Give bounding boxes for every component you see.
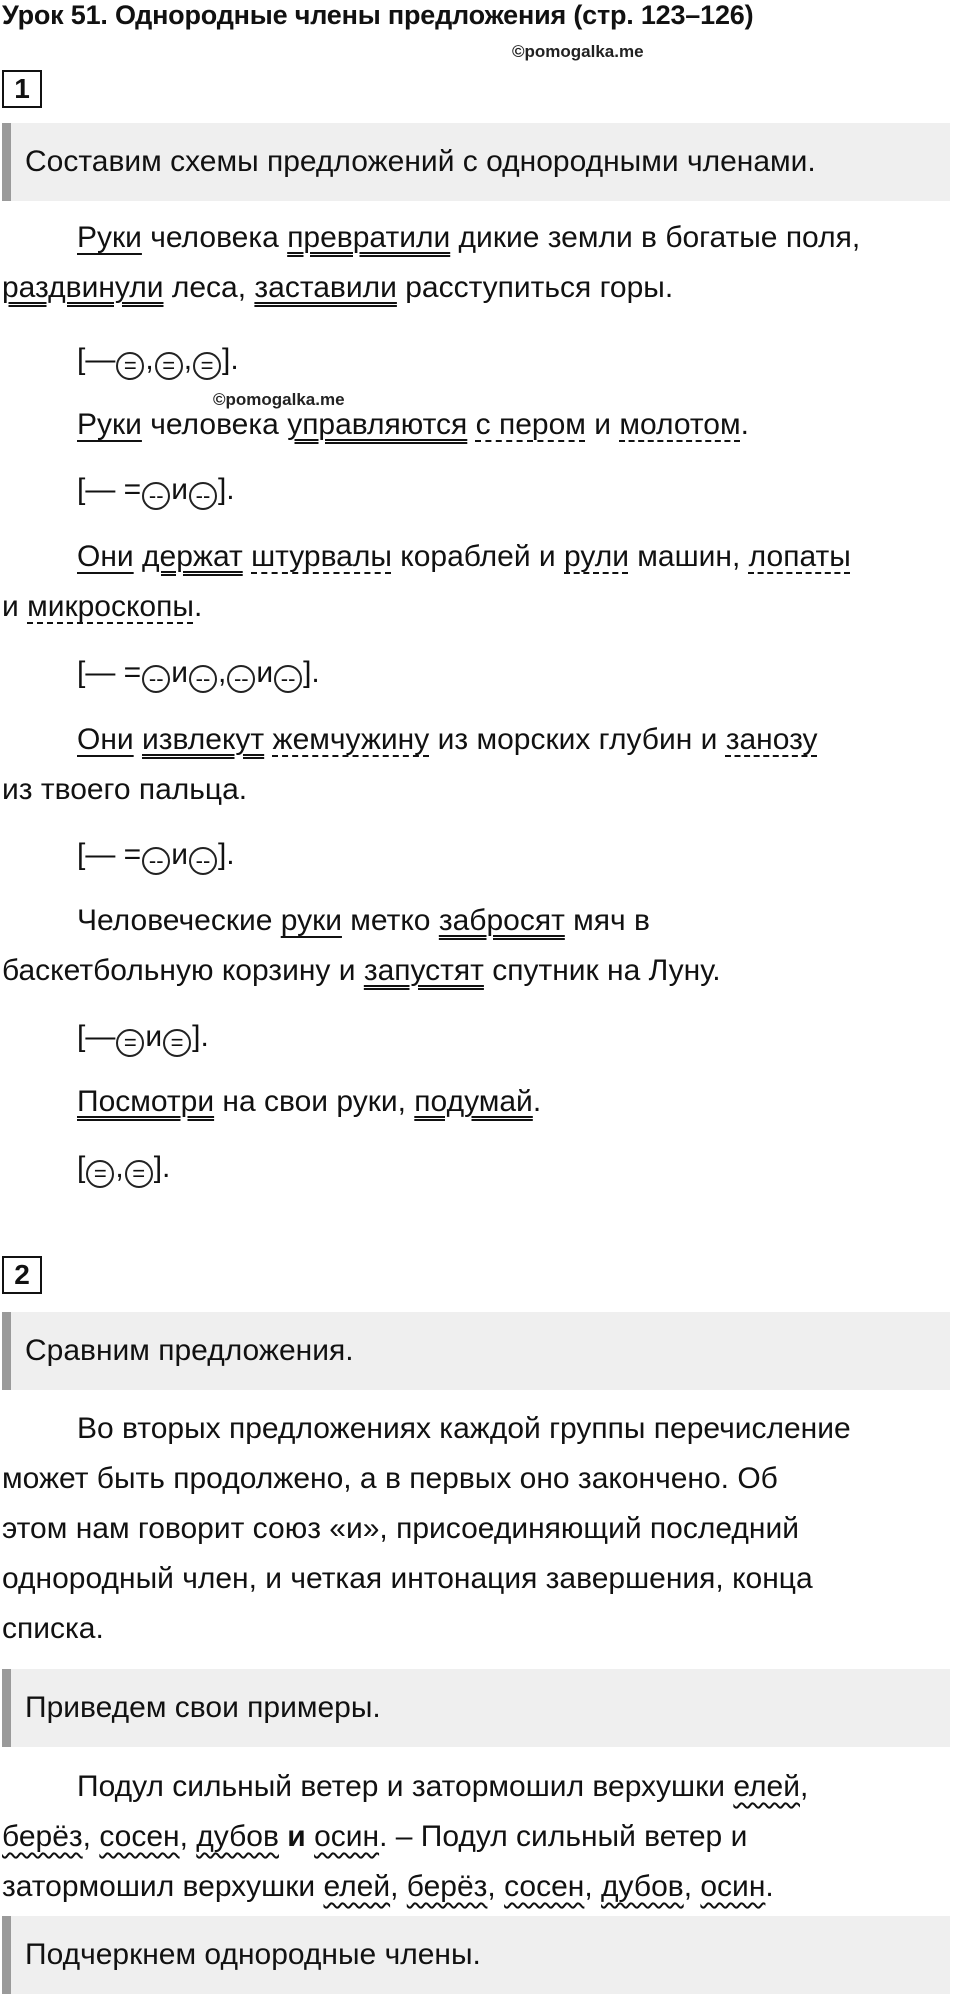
text: дикие земли в богатые поля, <box>450 221 861 254</box>
object: рули <box>564 540 629 573</box>
object: жемчужину <box>272 723 430 756</box>
text: . <box>193 590 203 623</box>
predicate-circle: = <box>125 1160 153 1188</box>
text: машин, <box>628 540 749 573</box>
homogeneous-member: берёз <box>2 1820 83 1853</box>
text: леса, <box>163 271 255 304</box>
scheme-3 <box>2 648 960 698</box>
text: баскетбольную корзину и <box>2 954 364 987</box>
text: , <box>82 1820 100 1853</box>
text: спутник на Луну. <box>483 954 721 987</box>
scheme-sep: , <box>145 343 154 376</box>
text <box>134 540 142 573</box>
watermark-2: ©pomogalka.me <box>213 390 345 409</box>
comparison-paragraph <box>2 1404 957 1654</box>
text: на свои руки, <box>214 1085 415 1118</box>
homogeneous-member: осин <box>314 1820 380 1853</box>
text: кораблей и <box>391 540 564 573</box>
object-circle: -- <box>274 665 302 693</box>
scheme-5 <box>2 1012 960 1062</box>
predicate-circle: = <box>163 1029 191 1057</box>
scheme-open: [— = <box>77 656 142 689</box>
scheme-open: [ <box>77 1151 86 1184</box>
subject: руки <box>280 904 342 937</box>
predicate: Посмотри <box>77 1085 215 1118</box>
predicate: подумай <box>414 1085 533 1118</box>
text: , <box>584 1870 602 1903</box>
predicate: держат <box>142 540 243 573</box>
paragraph-line: списка. <box>2 1612 104 1645</box>
scheme-1 <box>2 335 960 385</box>
text: из твоего пальца. <box>2 773 248 806</box>
text: мяч в <box>564 904 650 937</box>
object: микроскопы <box>27 590 194 623</box>
predicate: управляются <box>287 408 468 441</box>
text: . <box>740 408 749 441</box>
paragraph-line: Во вторых предложениях каждой группы перечисление <box>77 1412 851 1445</box>
homogeneous-member: елей <box>323 1870 391 1903</box>
homogeneous-member: сосен <box>504 1870 585 1903</box>
homogeneous-member: дубов <box>601 1870 684 1903</box>
text: Человеческие <box>77 904 281 937</box>
page-title: Урок 51. Однородные члены предложения (стр. 123–126) <box>2 0 754 30</box>
scheme-sep: , <box>183 343 193 376</box>
text: человека <box>141 221 288 254</box>
scheme-6 <box>2 1143 960 1193</box>
scheme-conj: и <box>145 1020 163 1053</box>
conjunction: и <box>287 1820 306 1853</box>
task-instruction-1: Составим схемы предложений с однородными членами. <box>2 123 950 201</box>
text: , <box>683 1870 701 1903</box>
task-number-1: 1 <box>2 70 42 108</box>
object-circle: -- <box>227 665 255 693</box>
scheme-open: [— <box>77 343 116 376</box>
task-instruction-2: Сравним предложения. <box>2 1312 950 1390</box>
object-circle: -- <box>142 482 170 510</box>
text: . <box>765 1870 774 1903</box>
object: лопаты <box>748 540 851 573</box>
scheme-conj: и <box>256 656 274 689</box>
text: . – Подул сильный ветер и <box>379 1820 748 1853</box>
scheme-close: ]. <box>192 1020 209 1053</box>
scheme-conj: и <box>171 838 188 871</box>
scheme-sep: , <box>217 656 227 689</box>
sentence-2 <box>2 400 960 450</box>
task-instruction-3: Приведем свои примеры. <box>2 1669 950 1747</box>
homogeneous-member: сосен <box>99 1820 180 1853</box>
text <box>134 723 142 756</box>
sentence-5 <box>2 896 957 996</box>
scheme-open: [— <box>77 1020 116 1053</box>
text <box>264 723 272 756</box>
predicate: запустят <box>363 954 484 987</box>
object: занозу <box>725 723 818 756</box>
paragraph-line: однородный член, и четкая интонация завершения, конца <box>2 1562 813 1595</box>
object: молотом <box>619 408 741 441</box>
subject: Руки <box>77 221 142 254</box>
text: расступиться горы. <box>396 271 674 304</box>
text: . <box>532 1085 542 1118</box>
text: , <box>487 1870 505 1903</box>
example-paragraph <box>2 1762 957 1912</box>
homogeneous-member: елей <box>733 1770 800 1803</box>
subject: Они <box>77 723 134 756</box>
scheme-4 <box>2 830 960 880</box>
text: и <box>2 590 28 623</box>
sentence-1 <box>2 213 957 313</box>
text: , <box>390 1870 407 1903</box>
scheme-open: [— = <box>77 473 142 506</box>
text <box>467 408 475 441</box>
text: Подул сильный ветер и затормошил верхушки <box>77 1770 734 1803</box>
object: с пером <box>475 408 586 441</box>
homogeneous-member: дубов <box>196 1820 279 1853</box>
text: , <box>179 1820 197 1853</box>
object: штурвалы <box>251 540 392 573</box>
text <box>243 540 251 573</box>
object-circle: -- <box>189 665 217 693</box>
predicate: превратили <box>287 221 451 254</box>
object-circle: -- <box>142 847 170 875</box>
predicate: раздвинули <box>2 271 164 304</box>
homogeneous-member: осин <box>700 1870 766 1903</box>
subject: Они <box>77 540 134 573</box>
scheme-sep: , <box>115 1151 124 1184</box>
scheme-close: ]. <box>153 1151 171 1184</box>
predicate-circle: = <box>193 352 221 380</box>
scheme-2 <box>2 465 960 515</box>
predicate: забросят <box>438 904 565 937</box>
text: из морских глубин и <box>429 723 726 756</box>
text: метко <box>341 904 439 937</box>
task-instruction-4: Подчеркнем однородные члены. <box>2 1916 950 1994</box>
predicate-circle: = <box>86 1160 114 1188</box>
scheme-close: ]. <box>222 343 239 376</box>
scheme-open: [— = <box>77 838 142 871</box>
text: и <box>585 408 620 441</box>
sentence-4 <box>2 715 957 815</box>
scheme-conj: и <box>171 656 188 689</box>
text: , <box>799 1770 809 1803</box>
predicate-circle: = <box>116 1029 144 1057</box>
predicate-circle: = <box>155 352 183 380</box>
text: человека <box>141 408 288 441</box>
subject: Руки <box>77 408 142 441</box>
task-number-2: 2 <box>2 1256 42 1294</box>
scheme-close: ]. <box>303 656 320 689</box>
text: затормошил верхушки <box>2 1870 324 1903</box>
scheme-close: ]. <box>217 838 235 871</box>
predicate: заставили <box>254 271 397 304</box>
paragraph-line: может быть продолжено, а в первых оно закончено. Об <box>2 1462 778 1495</box>
scheme-conj: и <box>171 473 188 506</box>
sentence-3 <box>2 532 957 632</box>
homogeneous-member: берёз <box>406 1870 488 1903</box>
object-circle: -- <box>189 482 217 510</box>
sentence-6 <box>2 1077 960 1127</box>
scheme-close: ]. <box>217 473 235 506</box>
paragraph-line: этом нам говорит союз «и», присоединяющий последний <box>2 1512 799 1545</box>
object-circle: -- <box>142 665 170 693</box>
watermark: ©pomogalka.me <box>512 42 644 61</box>
object-circle: -- <box>189 847 217 875</box>
predicate-circle: = <box>116 352 144 380</box>
predicate: извлекут <box>142 723 265 756</box>
